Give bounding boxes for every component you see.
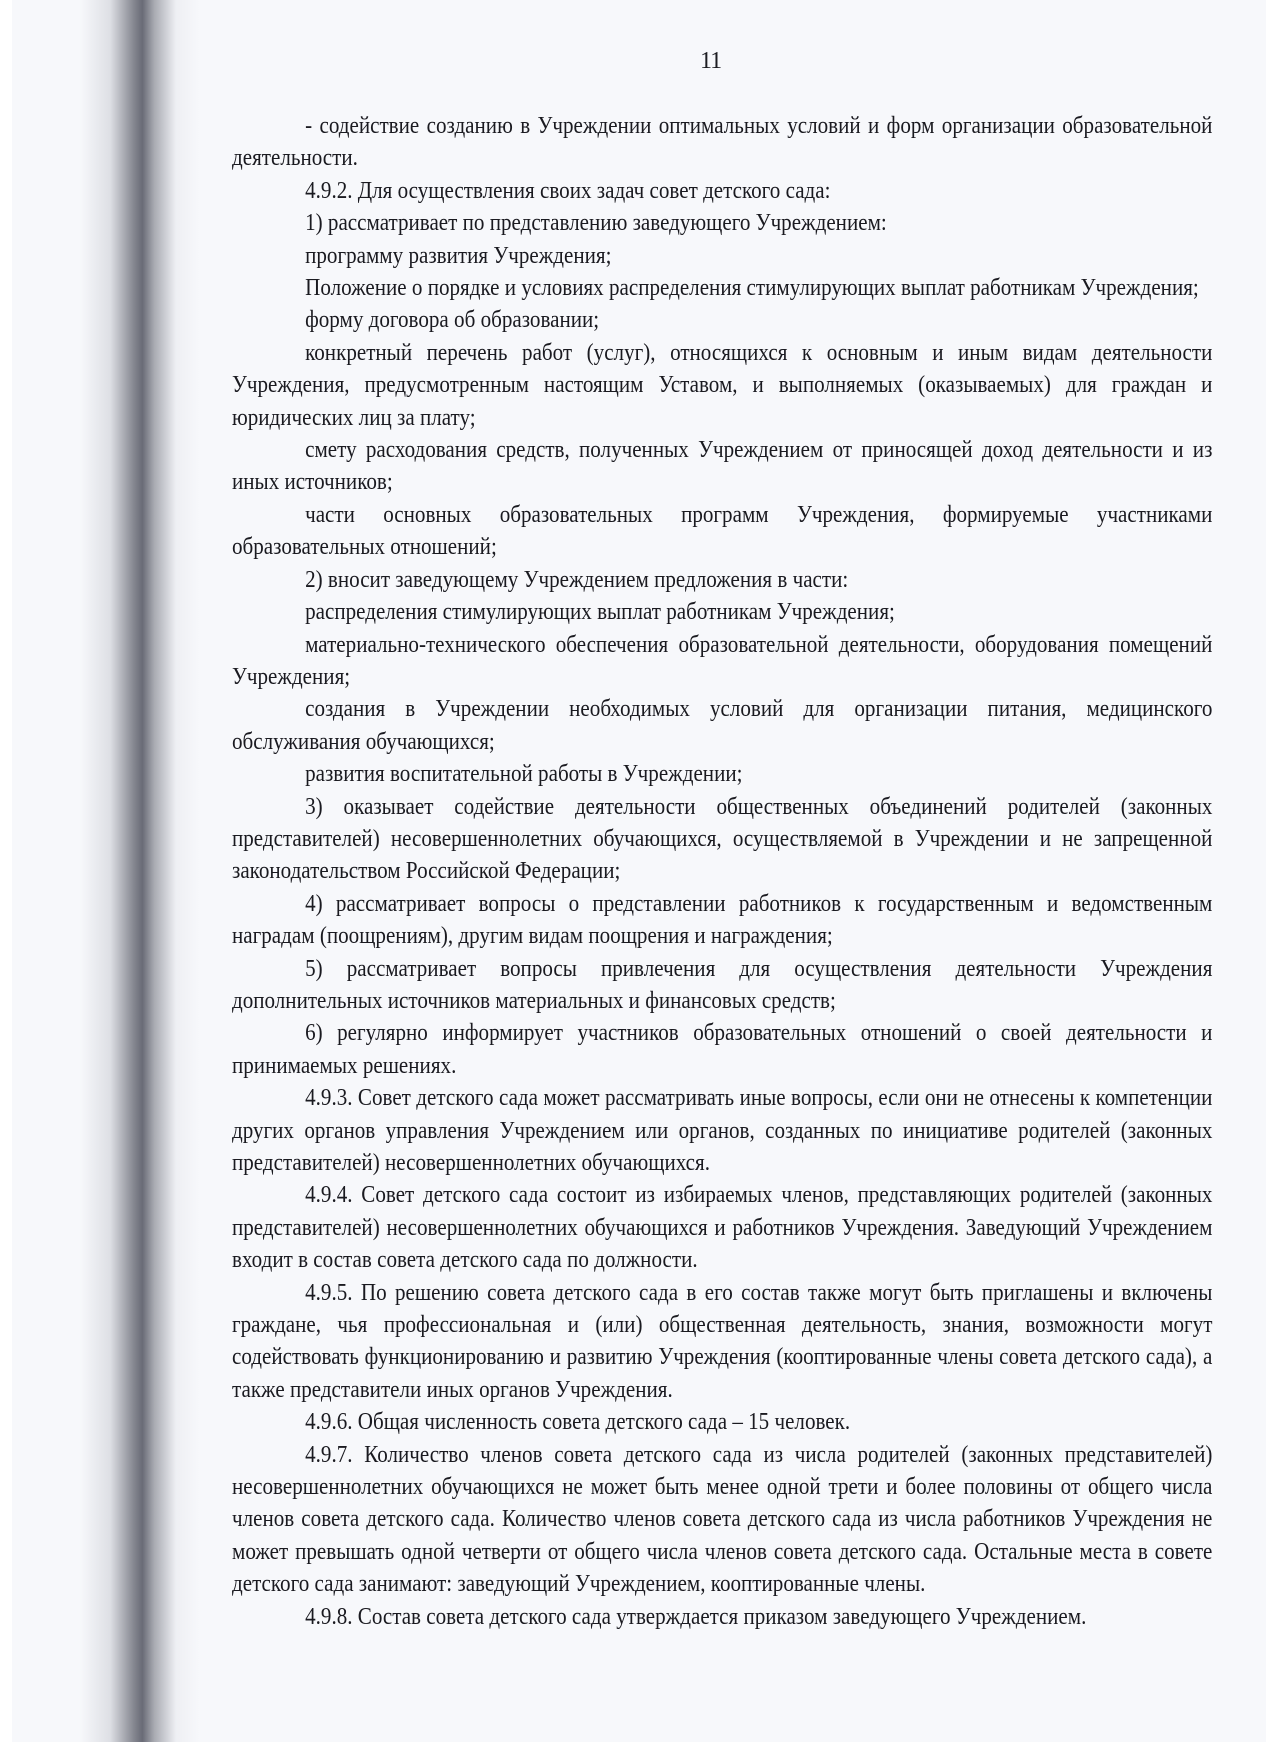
paragraph: Положение о порядке и условиях распределения стимулирующих выплат работникам Учреждения; <box>305 274 1199 302</box>
paragraph: 3) оказывает содействие деятельности общественных объединений родителей (законных представителей) несовершеннолетних обучающихся, осуществляемой в Учреждении и не запрещенной законодательством Российской Федерации; <box>232 792 1213 885</box>
page-number: 11 <box>700 48 722 74</box>
paragraph: развития воспитательной работы в Учреждении; <box>305 760 743 788</box>
paragraph: 4.9.5. По решению совета детского сада в его состав также могут быть приглашены и включены граждане, чья профессиональная и (или) общественная деятельность, знания, возможности могут содействовать функционированию и развитию Учреждения (кооптированные члены совета детского сада), а также представители иных органов Учреждения. <box>232 1278 1213 1403</box>
binding-gutter-shadow <box>80 0 200 1742</box>
paragraph: распределения стимулирующих выплат работникам Учреждения; <box>305 598 895 626</box>
paragraph: - содействие созданию в Учреждении оптимальных условий и форм организации образовательной деятельности. <box>232 112 1213 172</box>
paragraph: 2) вносит заведующему Учреждением предложения в части: <box>305 565 849 593</box>
paragraph: части основных образовательных программ Учреждения, формируемые участниками образовательных отношений; <box>232 500 1213 561</box>
paragraph: 4.9.4. Совет детского сада состоит из избираемых членов, представляющих родителей (законных представителей) несовершеннолетних обучающихся и работников Учреждения. Заведующий Учреждением входит в состав совета детского сада по должности. <box>232 1181 1213 1274</box>
paragraph: смету расходования средств, полученных Учреждением от приносящей доход деятельности и из иных источников; <box>232 436 1213 496</box>
paragraph: конкретный перечень работ (услуг), относящихся к основным и иным видам деятельности Учреждения, предусмотренным настоящим Уставом, и выполняемых (оказываемых) для граждан и юридических лиц за плату; <box>232 338 1213 431</box>
paragraph: 4.9.6. Общая численность совета детского сада – 15 человек. <box>305 1408 851 1436</box>
paragraph: 1) рассматривает по представлению заведующего Учреждением: <box>305 209 887 237</box>
paragraph: 4.9.2. Для осуществления своих задач совет детского сада: <box>305 176 831 204</box>
paragraph: 5) рассматривает вопросы привлечения для осуществления деятельности Учреждения дополнительных источников материальных и финансовых средств; <box>232 954 1213 1014</box>
paragraph: 6) регулярно информирует участников образовательных отношений о своей деятельности и принимаемых решениях. <box>232 1019 1213 1079</box>
paragraph: 4.9.3. Совет детского сада может рассматривать иные вопросы, если они не отнесены к компетенции других органов управления Учреждением или органов, созданных по инициативе родителей (законных представителей) несовершеннолетних обучающихся. <box>232 1084 1213 1176</box>
paragraph: материально-технического обеспечения образовательной деятельности, оборудования помещений Учреждения; <box>232 630 1213 690</box>
document-body <box>232 110 1212 1633</box>
scan-left-edge <box>0 0 12 1742</box>
paragraph: 4) рассматривает вопросы о представлении работников к государственным и ведомственным наградам (поощрениям), другим видам поощрения и награждения; <box>232 889 1213 950</box>
paragraph: 4.9.7. Количество членов совета детского сада из числа родителей (законных представителей) несовершеннолетних обучающихся не может быть менее одной трети и более половины от общего числа членов совета детского сада. Количество членов совета детского сада из числа работников Учреждения не может превышать одной четверти от общего числа членов совета детского сада. Остальные места в совете детского сада занимают: заведующий Учреждением, кооптированные члены. <box>232 1440 1213 1598</box>
paragraph: создания в Учреждении необходимых условий для организации питания, медицинского обслуживания обучающихся; <box>232 695 1213 755</box>
paragraph: программу развития Учреждения; <box>305 241 612 269</box>
paragraph: 4.9.8. Состав совета детского сада утверждается приказом заведующего Учреждением. <box>305 1602 1087 1630</box>
paragraph: форму договора об образовании; <box>305 306 600 334</box>
